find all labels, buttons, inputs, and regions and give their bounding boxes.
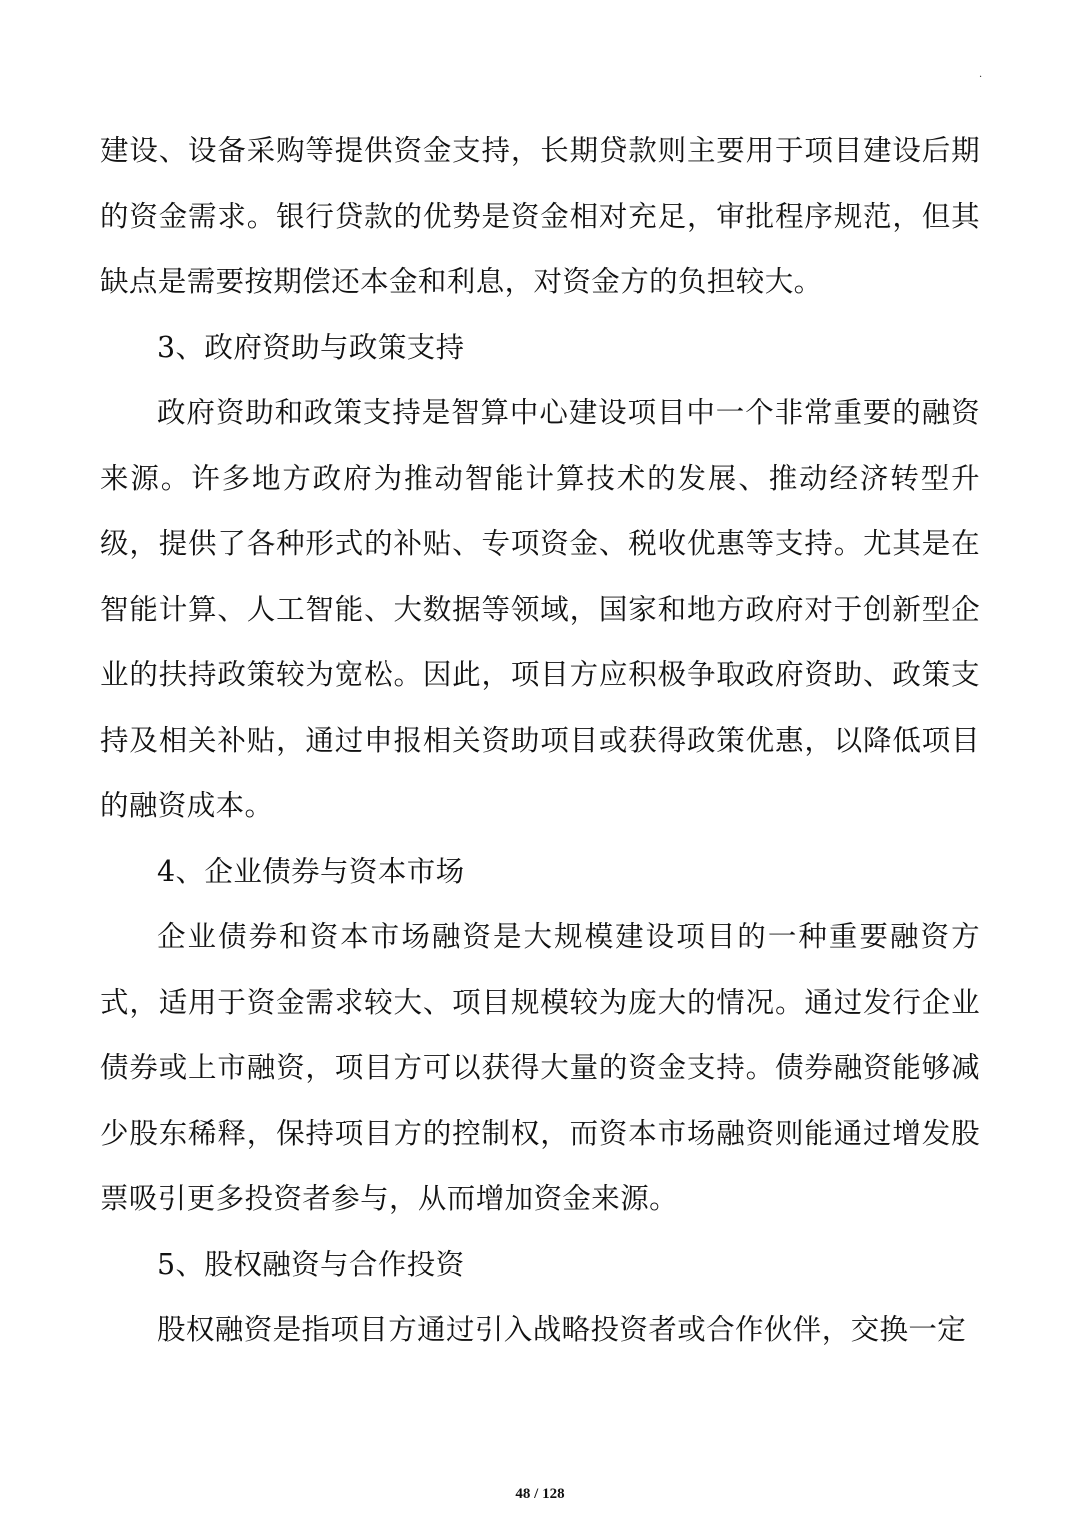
paragraph-government-funding: 政府资助和政策支持是智算中心建设项目中一个非常重要的融资来源。许多地方政府为推动智能计算技术的发展、推动经济转型升级，提供了各种形式的补贴、专项资金、税收优惠等支持。尤其是在智能计算、人工智能、大数据等领域，国家和地方政府对于创新型企业的扶持政策较为宽松。因此，项目方应积极争取政府资助、政策支持及相关补贴，通过申报相关资助项目或获得政策优惠，以降低项目的融资成本。 xyxy=(100,396,980,822)
page-body xyxy=(100,118,980,1363)
paragraph-equity-financing: 股权融资是指项目方通过引入战略投资者或合作伙伴，交换一定 xyxy=(157,1313,967,1346)
page-number: 48 / 128 xyxy=(515,1486,565,1502)
paragraph-bank-loans-continued: 建设、设备采购等提供资金支持，长期贷款则主要用于项目建设后期的资金需求。银行贷款的优势是资金相对充足，审批程序规范，但其缺点是需要按期偿还本金和利息，对资金方的负担较大。 xyxy=(100,134,980,298)
section-heading-equity-financing: 5、股权融资与合作投资 xyxy=(157,1247,465,1281)
section-heading-government-funding: 3、政府资助与政策支持 xyxy=(157,330,465,364)
section-heading-bonds-capital-market: 4、企业债券与资本市场 xyxy=(157,854,465,888)
paragraph-bonds-capital-market: 企业债券和资本市场融资是大规模建设项目的一种重要融资方式，适用于资金需求较大、项目规模较为庞大的情况。通过发行企业债券或上市融资，项目方可以获得大量的资金支持。债券融资能够减少股东稀释，保持项目方的控制权，而资本市场融资则能通过增发股票吸引更多投资者参与，从而增加资金来源。 xyxy=(100,920,980,1215)
corner-mark: · xyxy=(979,72,983,83)
